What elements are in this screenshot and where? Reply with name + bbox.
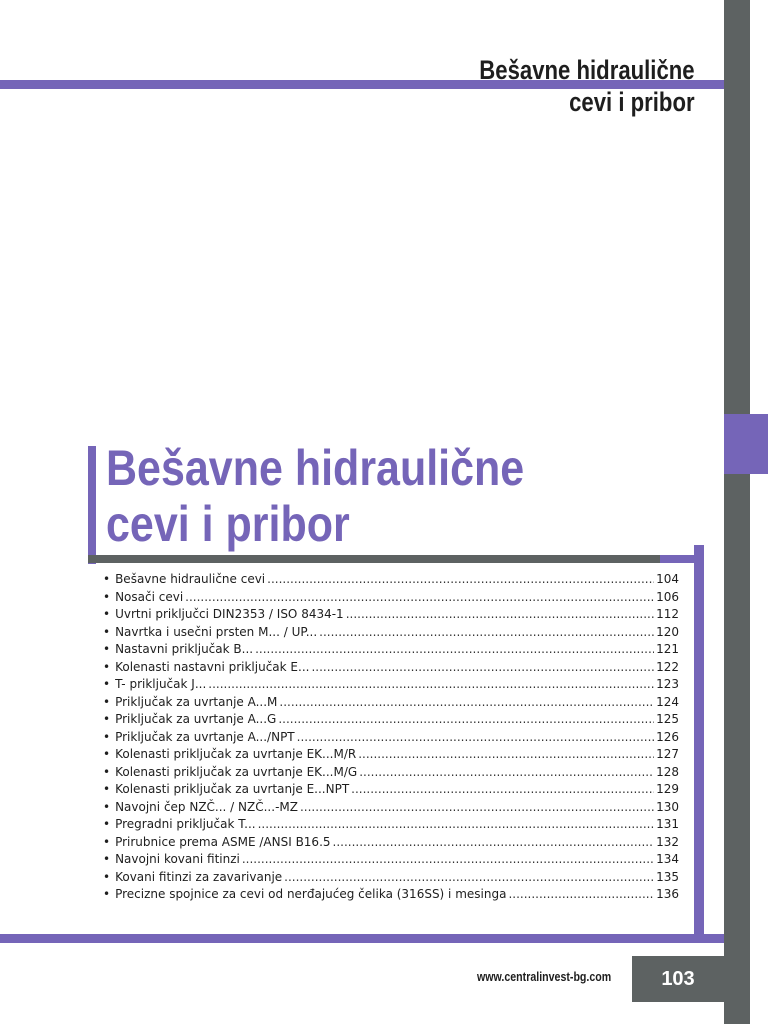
toc-item-leader xyxy=(351,782,654,796)
toc-item[interactable] xyxy=(103,817,679,835)
bullet-icon: • xyxy=(103,642,111,656)
toc-item[interactable] xyxy=(103,800,679,818)
toc-item-leader xyxy=(278,712,654,726)
chapter-title xyxy=(106,440,524,552)
toc-item-leader xyxy=(319,625,654,639)
toc-item-leader xyxy=(242,852,654,866)
toc-right-bar xyxy=(694,545,704,935)
toc-item[interactable] xyxy=(103,677,679,695)
toc-item-leader xyxy=(208,677,654,691)
bullet-icon: • xyxy=(103,764,111,779)
side-tab xyxy=(724,414,768,474)
toc-item[interactable] xyxy=(103,695,679,713)
toc-item-label: Navrtka i usečni prsten M... / UP... xyxy=(115,624,318,639)
toc-item-label: Precizne spojnice za cevi od nerđajućeg čelika (316SS) i mesinga xyxy=(115,887,507,901)
toc-item-label: Kovani fitinzi za zavarivanje xyxy=(115,869,283,884)
toc-item[interactable] xyxy=(103,590,679,608)
toc-item-label: Priključak za uvrtanje A...M xyxy=(115,694,278,709)
toc-bottom-rule xyxy=(0,934,724,943)
toc-item[interactable] xyxy=(103,765,679,783)
toc-item-label: Bešavne hidraulične cevi xyxy=(115,572,266,586)
toc-item-label: Kolenasti priključak za uvrtanje EK...M/G xyxy=(115,764,358,779)
toc-item-label: T- priključak J... xyxy=(115,677,207,691)
toc-item[interactable] xyxy=(103,782,679,800)
bullet-icon: • xyxy=(103,887,111,901)
bullet-icon: • xyxy=(103,659,111,674)
toc-item-page: 120 xyxy=(656,624,679,639)
page-number: 103 xyxy=(632,956,724,1002)
toc-item-label: Navojni čep NZČ... / NZČ...-MZ xyxy=(115,799,298,814)
toc-item-page: 128 xyxy=(656,764,679,779)
bullet-icon: • xyxy=(103,747,111,761)
bullet-icon: • xyxy=(103,799,111,814)
toc-item[interactable] xyxy=(103,835,679,853)
toc-item[interactable] xyxy=(103,852,679,870)
toc-item[interactable] xyxy=(103,572,679,590)
toc-item-label: Nosači cevi xyxy=(115,589,184,604)
toc-item-page: 132 xyxy=(656,834,679,849)
toc-item-label: Kolenasti nastavni priključak E... xyxy=(115,659,310,674)
bullet-icon: • xyxy=(103,694,111,709)
toc-item-label: Prirubnice prema ASME /ANSI B16.5 xyxy=(115,834,331,849)
chapter-title-bar xyxy=(88,446,96,564)
bullet-icon: • xyxy=(103,782,111,796)
bullet-icon: • xyxy=(103,572,111,586)
toc-item[interactable] xyxy=(103,625,679,643)
toc-item-label: Nastavni priključak B... xyxy=(115,642,254,656)
toc-item-label: Priključak za uvrtanje A.../NPT xyxy=(115,729,295,744)
header-title xyxy=(480,54,695,118)
header-title-line-2: cevi i pribor xyxy=(569,87,695,117)
toc-item-leader xyxy=(267,572,654,586)
bullet-icon: • xyxy=(103,729,111,744)
chapter-title-line-1: Bešavne hidraulične xyxy=(106,440,525,496)
toc-item-leader xyxy=(300,800,654,814)
bullet-icon: • xyxy=(103,607,111,621)
footer-url[interactable]: www.centralinvest-bg.com xyxy=(477,970,612,984)
bullet-icon: • xyxy=(103,834,111,849)
toc-item[interactable] xyxy=(103,870,679,888)
chapter-title-line-2: cevi i pribor xyxy=(106,496,350,552)
bullet-icon: • xyxy=(103,624,111,639)
chapter-title-underline xyxy=(88,555,698,563)
bullet-icon: • xyxy=(103,817,111,831)
header-title-line-1: Bešavne hidraulične xyxy=(479,55,695,85)
table-of-contents xyxy=(103,572,679,905)
toc-item-leader xyxy=(359,765,654,779)
toc-item[interactable] xyxy=(103,660,679,678)
toc-item-label: Uvrtni priključci DIN2353 / ISO 8434-1 xyxy=(115,607,344,621)
toc-item-label: Pregradni priključak T... xyxy=(115,817,256,831)
toc-item-label: Kolenasti priključak za uvrtanje E...NPT xyxy=(115,782,350,796)
toc-item-leader xyxy=(185,590,654,604)
toc-item-page: 134 xyxy=(656,852,679,866)
toc-item[interactable] xyxy=(103,607,679,625)
bullet-icon: • xyxy=(103,589,111,604)
toc-item-page: 127 xyxy=(656,747,679,761)
toc-item-page: 131 xyxy=(656,817,679,831)
toc-item-page: 121 xyxy=(656,642,679,656)
bullet-icon: • xyxy=(103,869,111,884)
toc-item-leader xyxy=(255,642,654,656)
toc-item-leader xyxy=(358,747,654,761)
toc-item-page: 126 xyxy=(656,729,679,744)
toc-item-page: 129 xyxy=(656,782,679,796)
toc-item-leader xyxy=(297,730,654,744)
toc-item-page: 112 xyxy=(656,607,679,621)
bullet-icon: • xyxy=(103,677,111,691)
toc-item-label: Priključak za uvrtanje A...G xyxy=(115,712,277,726)
toc-item[interactable] xyxy=(103,730,679,748)
toc-item-leader xyxy=(508,887,654,901)
toc-item-leader xyxy=(279,695,654,709)
toc-item-page: 135 xyxy=(656,869,679,884)
bullet-icon: • xyxy=(103,712,111,726)
toc-item[interactable] xyxy=(103,887,679,905)
chapter-title-underline-accent xyxy=(660,555,698,563)
toc-item-leader xyxy=(333,835,655,849)
toc-item-page: 106 xyxy=(656,589,679,604)
toc-item-page: 122 xyxy=(656,659,679,674)
toc-item[interactable] xyxy=(103,642,679,660)
toc-item-leader xyxy=(258,817,654,831)
bullet-icon: • xyxy=(103,852,111,866)
toc-item[interactable] xyxy=(103,747,679,765)
side-bar xyxy=(724,0,750,1024)
toc-item-page: 136 xyxy=(656,887,679,901)
toc-item-leader xyxy=(346,607,654,621)
toc-item-page: 123 xyxy=(656,677,679,691)
toc-item-leader xyxy=(311,660,654,674)
toc-item-label: Kolenasti priključak za uvrtanje EK...M/R xyxy=(115,747,357,761)
toc-item-page: 130 xyxy=(656,799,679,814)
toc-item-leader xyxy=(284,870,654,884)
toc-item-page: 124 xyxy=(656,694,679,709)
toc-item-page: 104 xyxy=(656,572,679,586)
toc-item[interactable] xyxy=(103,712,679,730)
toc-item-page: 125 xyxy=(656,712,679,726)
toc-item-label: Navojni kovani fitinzi xyxy=(115,852,240,866)
